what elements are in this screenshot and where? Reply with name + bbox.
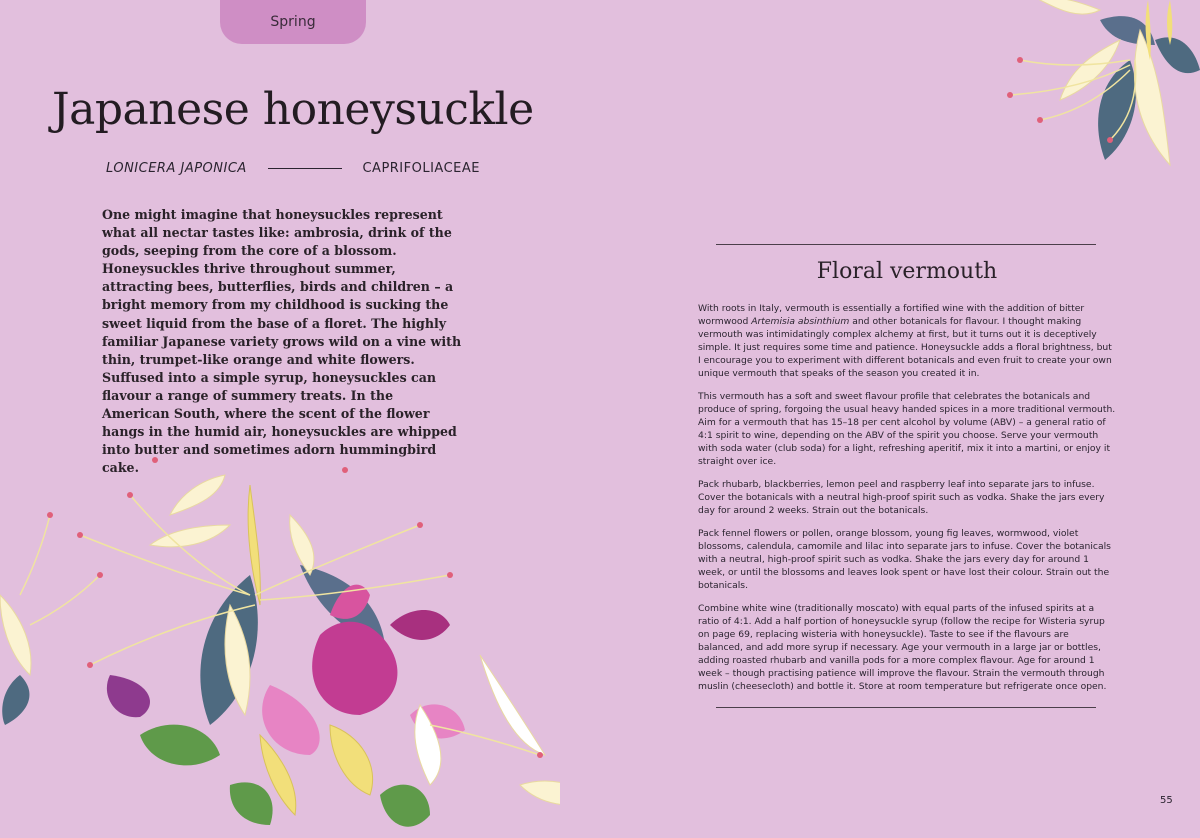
white-petals: [0, 475, 560, 805]
page-number: 55: [1160, 795, 1173, 806]
taxonomy-divider: [268, 168, 342, 169]
stamen-lines: [20, 495, 540, 755]
recipe-top-rule: [716, 244, 1096, 245]
magenta-blossoms: [107, 585, 465, 755]
recipe-bottom-rule: [716, 707, 1096, 708]
leaf-shapes: [2, 565, 430, 827]
honeysuckle-illustration-bottom-left: [0, 455, 560, 838]
bud-shapes: [1146, 0, 1173, 60]
page-title: Japanese honeysuckle: [52, 84, 534, 135]
intro-paragraph: One might imagine that honeysuckles represent what all nectar tastes like: ambrosia, drink of the gods, seeping from the core of a blossom. Honeysuckles thrive throughout summer, attracting bees, butterflies, birds and children – a bright memory from my childhood is sucking the sweet liquid from the base of a floret. The highly familiar Japanese variety grows wild on a vine with thin, trumpet-like orange and white flowers. Suffused into a simple syrup, honeysuckles can flavour a range of summery treats. In the American South, where the scent of the flower hangs in the humid air, honeysuckles are whipped into butter and sometimes adorn hummingbird cake.: [102, 207, 462, 476]
latin-name: LONICERA JAPONICA: [106, 160, 247, 176]
recipe-p1-start: With roots in Italy, vermouth is essentially a fortified wine with the addition of bitter wormwood: [698, 303, 1085, 327]
honeysuckle-illustration-top-right: [980, 0, 1200, 172]
petal-shapes: [1040, 0, 1170, 165]
taxonomy-line: [106, 158, 480, 178]
yellow-petals: [248, 485, 560, 838]
recipe-paragraph-1: [698, 302, 1116, 380]
recipe-p1-italic: Artemisia absinthium: [751, 316, 850, 327]
section-tab-spring: [220, 0, 366, 44]
recipe-paragraph-5: Combine white wine (traditionally moscato) with equal parts of the infused spirits at a ratio of 4:1. Add a half portion of honeysuckle syrup (follow the recipe for Wisteria syrup on page 69, replacing wisteria with honeysuckle). Taste to see if the flavours are balanced, and add more syrup if necessary. Age your vermouth in a large jar or bottles, adding roasted rhubarb and vanilla pods for a more complex flavour. Age for around 1 week – though practising patience will improve the flavour. Strain the vermouth through muslin (cheesecloth) and bottle it. Store at room temperature but refrigerate once open.: [698, 603, 1107, 692]
leaf-shapes: [1098, 16, 1200, 160]
section-tab-label: Spring: [270, 14, 316, 30]
anther-dots: [1007, 57, 1113, 143]
anther-dots: [47, 457, 543, 758]
recipe-p1-end: and other botanicals for flavour. I thought making vermouth was intimidatingly complex alchemy at first, but it turns out it is deceptively simple. It just requires some time and patience. Honeysuckle adds a floral brightness, but I encourage you to experiment with different botanicals and even fruit to create your own unique vermouth that speaks of the season you created it in.: [698, 316, 1112, 379]
plant-family: CAPRIFOLIACEAE: [362, 160, 480, 176]
recipe-paragraph-2: This vermouth has a soft and sweet flavour profile that celebrates the botanicals and produce of spring, forgoing the usual heavy handed spices in a more traditional vermouth. Aim for a vermouth that has 15–18 per cent alcohol by volume (ABV) – a general ratio of 4:1 spirit to wine, depending on the ABV of the spirit you choose. Serve your vermouth with soda water (club soda) for a light, refreshing aperitif, mix it into a martini, or enjoy it straight over ice.: [698, 391, 1116, 467]
recipe-title: Floral vermouth: [816, 259, 998, 284]
recipe-paragraph-3: Pack rhubarb, blackberries, lemon peel and raspberry leaf into separate jars to infuse. Cover the botanicals with a neutral high-proof spirit such as vodka. Shake the jars every day for around 2 weeks. Strain out the botanicals.: [698, 479, 1105, 516]
stamen-lines: [1010, 60, 1136, 140]
recipe-paragraph-4: Pack fennel flowers or pollen, orange blossom, young fig leaves, wormwood, violet blossoms, calendula, camomile and lilac into separate jars to infuse. Cover the botanicals with a neutral, high-proof spirit such as vodka. Shake the jars every day for around 1 week, or until the blossoms and leaves look spent or have lost their colour. Strain out the botanicals.: [698, 528, 1111, 591]
recipe-box: [698, 244, 1116, 708]
